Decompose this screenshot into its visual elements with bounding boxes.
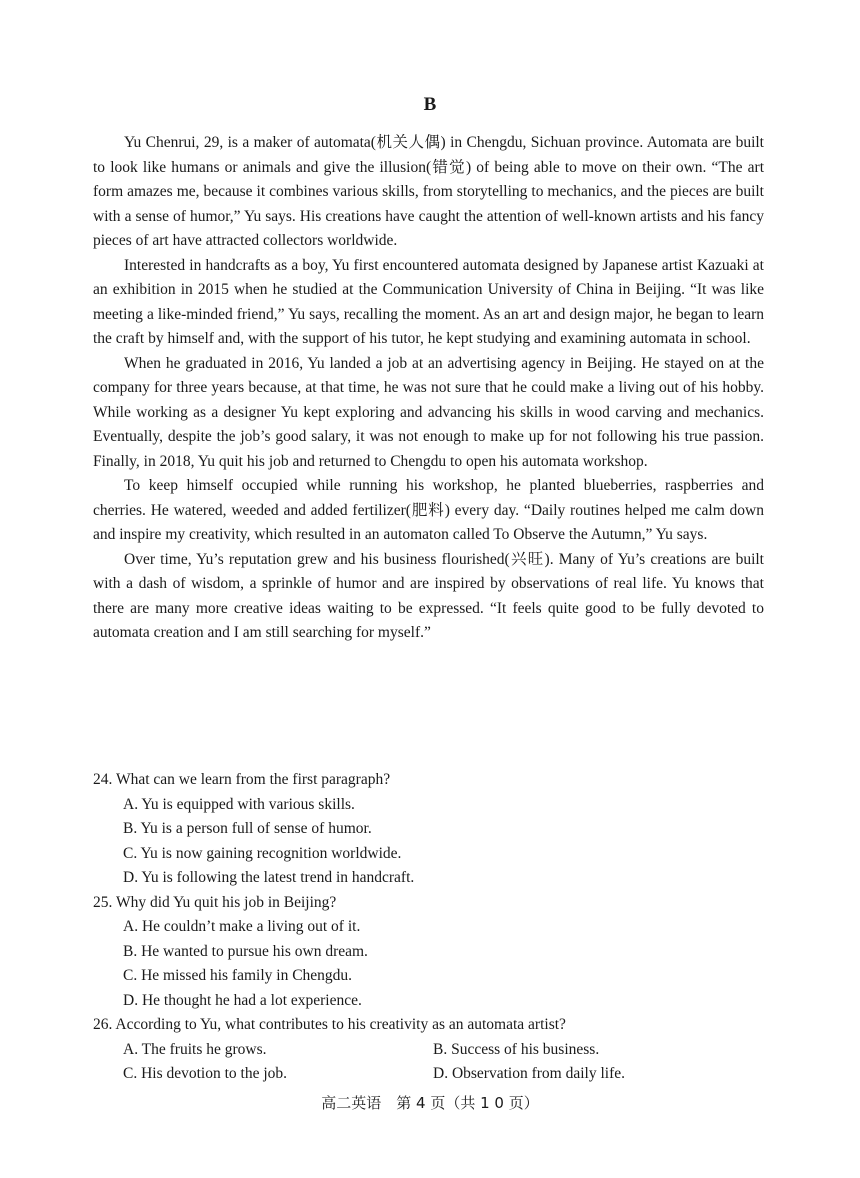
option-a: A. The fruits he grows.: [123, 1040, 267, 1058]
question-stem: 24. What can we learn from the first paragraph?: [93, 771, 391, 788]
option-b: B. Yu is a person full of sense of humor.: [123, 820, 372, 837]
passage-paragraph: Yu Chenrui, 29, is a maker of automata(机关人偶) in Chengdu, Sichuan province. Automata are built to look like humans or animals and give the illusion(错觉) of being able to move on their own. “The art form amazes me, because it combines various skills, from storytelling to mechanics, and the pieces are built with a sense of humor,” Yu says. His creations have caught the attention of well-known artists and his fancy pieces of art have attracted collectors worldwide.: [93, 134, 764, 249]
option-d: D. Yu is following the latest trend in handcraft.: [123, 869, 415, 886]
passage-paragraph: When he graduated in 2016, Yu landed a job at an advertising agency in Beijing. He stayed on at the company for three years because, at that time, he was not sure that he could make a living out of his hobby. While working as a designer Yu kept exploring and advancing his skills in wood carving and mechanics. Eventually, despite the job’s good salary, it was not enough to make up for not following his true passion. Finally, in 2018, Yu quit his job and returned to Chengdu to open his automata workshop.: [93, 354, 764, 470]
passage-paragraph: To keep himself occupied while running his workshop, he planted blueberries, raspberries and cherries. He watered, weeded and added fertilizer(肥料) every day. “Daily routines helped me calm down and inspire my creativity, which resulted in an automaton called To Observe the Autumn,” Yu says.: [93, 477, 764, 543]
question-26: [93, 1013, 764, 1087]
option-b: B. Success of his business.: [433, 1040, 600, 1058]
option-row: [93, 1038, 764, 1063]
option-c: C. His devotion to the job.: [123, 1065, 288, 1082]
option-c: C. Yu is now gaining recognition worldwide.: [123, 844, 402, 862]
question-list: [93, 768, 764, 1087]
question-24: [93, 768, 764, 891]
option-a: A. He couldn’t make a living out of it.: [123, 918, 361, 935]
option-b: B. He wanted to pursue his own dream.: [123, 942, 368, 960]
option-a: A. Yu is equipped with various skills.: [123, 795, 355, 813]
question-25: [93, 891, 764, 1014]
option-row: [93, 1062, 764, 1087]
reading-passage: [93, 131, 764, 646]
passage-paragraph: Over time, Yu’s reputation grew and his business flourished(兴旺). Many of Yu’s creations are built with a dash of wisdom, a sprinkle of humor and are inspired by observations of real life. Yu knows that there are many more creative ideas waiting to be expressed. “It feels quite good to be fully devoted to automata creation and I am still searching for myself.”: [93, 550, 764, 641]
passage-paragraph: Interested in handcrafts as a boy, Yu first encountered automata designed by Japanese artist Kazuaki at an exhibition in 2015 when he studied at the Communication University of China in Beijing. “It was like meeting a like-minded friend,” Yu says, recalling the moment. As an art and design major, he began to learn the craft by himself and, with the support of his tutor, he kept studying and examining automata in school.: [93, 256, 764, 347]
section-label: B: [423, 94, 437, 115]
option-d: D. Observation from daily life.: [433, 1065, 625, 1082]
question-stem: 26. According to Yu, what contributes to his creativity as an automata artist?: [93, 1016, 566, 1033]
page-footer: 高二英语 第 4 页（共 1 0 页）: [321, 1094, 539, 1112]
option-d: D. He thought he had a lot experience.: [123, 991, 362, 1009]
question-stem: 25. Why did Yu quit his job in Beijing?: [93, 893, 337, 911]
option-c: C. He missed his family in Chengdu.: [123, 967, 353, 984]
